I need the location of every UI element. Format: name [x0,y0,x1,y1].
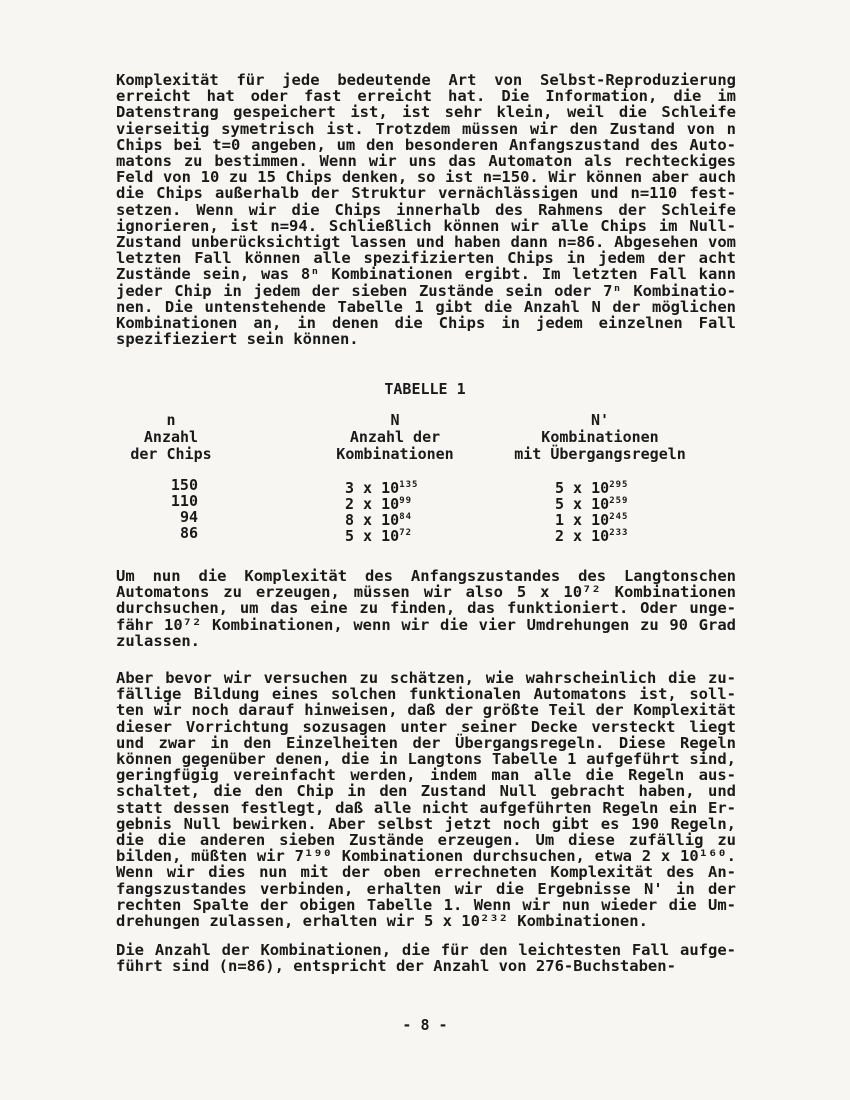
table-cell-n: 94 [179,508,198,526]
text-line: ten wir noch darauf hinweisen, daß der größte Teil der Komplexität [116,701,736,720]
paragraph-transition-rules [116,670,736,929]
text-line: letzten Fall können alle spezifizierten Chips in jedem der acht [116,249,736,268]
text-line: die Chips außerhalb der Struktur vernächlässigen und n=110 fest- [116,184,736,203]
table-header-N-prime: N' Kombinationen mit Übergangsregeln [514,411,686,463]
text-line: und zwar in den Einzelheiten der Übergangsregeln. Diese Regeln [116,733,736,752]
table-cell-N: 5 x $10^{72}$ [345,527,413,545]
text-line: drehungen zulassen, erhalten wir 5 x 10²³² Kombinationen. [116,912,648,931]
table-cell-N-prime: 1 x $10^{245}$ [555,511,629,529]
paragraph-complexity [116,72,736,347]
text-line: Chips bei t=0 angeben, um den besonderen Anfangszustand des Auto- [116,135,736,154]
text-line: setzen. Wenn wir die Chips innerhalb des Rahmens der Schleife [116,200,736,219]
text-line: die die anderen sieben Zustände erzeugen. Um diese zufällig zu [116,831,736,850]
text-line: Feld von 10 zu 15 Chips denken, so ist n=150. Wir können aber auch [116,168,736,187]
text-line: dieser Vorrichtung sozusagen unter seiner Decke versteckt liegt [116,717,736,736]
table-cell-N-prime: 2 x $10^{233}$ [555,527,629,545]
text-line: zulassen. [116,631,200,650]
text-line: vierseitig symetrisch ist. Trotzdem müssen wir den Zustand von n [116,119,736,138]
text-line: Die Anzahl der Kombinationen, die für den leichtesten Fall aufge- [116,941,736,959]
text-line: Zustand unberücksichtigt lassen und haben dann n=86. Abgesehen vom [116,233,736,252]
text-line: spezifieziert sein können. [116,330,359,349]
text-line: Komplexität für jede bedeutende Art von Selbst-Reproduzierung [116,71,736,89]
text-line: statt dessen festlegt, daß alle nicht aufgeführten Regeln ein Er- [116,798,736,817]
text-line: Wenn wir dies nun mit der oben errechneten Komplexität des An- [116,863,736,882]
text-line: durchsuchen, um das eine zu finden, das funktioniert. Oder unge- [116,599,736,618]
text-line: ignorieren, ist n=94. Schließlich können wir alle Chips im Null- [116,216,736,235]
text-line: gebnis Null bewirken. Aber selbst jetzt noch gibt es 190 Regeln, [116,814,736,833]
text-line: Um nun die Komplexität des Anfangszustandes des Langtonschen [116,567,736,585]
text-line: geringfügig vereinfacht werden, indem man alle die Regeln aus- [116,766,736,785]
table-cell-n: 110 [170,492,198,510]
text-line: matons zu bestimmen. Wenn wir uns das Automaton als rechteckiges [116,152,736,171]
table-cell-N-prime: 5 x $10^{259}$ [555,495,629,513]
table-title: TABELLE 1 [384,380,466,398]
table-header-N: N Anzahl der Kombinationen [336,411,454,463]
table-cell-N-prime: 5 x $10^{295}$ [555,479,629,497]
text-line: nen. Die untenstehende Tabelle 1 gibt die Anzahl N der möglichen [116,297,736,316]
text-line: fähr 10⁷² Kombinationen, wenn wir die vier Umdrehungen zu 90 Grad [116,615,736,634]
text-line: rechten Spalte der obigen Tabelle 1. Wenn wir nun wieder die Um- [116,895,736,914]
text-line: können gegenüber denen, die in Langtons Tabelle 1 aufgeführt sind, [116,750,736,769]
table-cell-N: 2 x $10^{99}$ [345,495,413,513]
text-line: Datenstrang gespeichert ist, ist sehr klein, weil die Schleife [116,103,736,122]
paragraph-initial-state [116,568,736,649]
text-line: bilden, müßten wir 7¹⁹⁰ Kombinationen durchsuchen, etwa 2 x 10¹⁶⁰. [116,847,736,866]
text-line: Kombinationen an, in denen die Chips in jedem einzelnen Fall [116,314,736,333]
text-line: Zustände sein, was 8ⁿ Kombinationen ergibt. Im letzten Fall kann [116,265,736,284]
text-line: fällige Bildung eines solchen funktionalen Automatons ist, soll- [116,685,736,704]
text-line: erreicht hat oder fast erreicht hat. Die Information, die im [116,87,736,106]
text-line: Aber bevor wir versuchen zu schätzen, wie wahrscheinlich die zu- [116,669,736,687]
table-header-n: n Anzahl der Chips [130,411,212,463]
text-line: schaltet, die den Chip in den Zustand Null gebracht haben, und [116,782,736,801]
page-number: - 8 - [402,1016,448,1034]
table-cell-N: 3 x $10^{135}$ [345,479,419,497]
table-cell-N: 8 x $10^{84}$ [345,511,413,529]
text-line: führt sind (n=86), entspricht der Anzahl von 276-Buchstaben- [116,957,676,976]
text-line: Automatons zu erzeugen, müssen wir also 5 x 10⁷² Kombinationen [116,583,736,602]
paragraph-combinations [116,942,736,974]
text-line: jeder Chip in jedem der sieben Zustände sein oder 7ⁿ Kombinatio- [116,281,736,300]
text-line: fangszustandes verbinden, erhalten wir die Ergebnisse N' in der [116,879,736,898]
table-cell-n: 150 [170,476,198,494]
table-cell-n: 86 [179,524,198,542]
